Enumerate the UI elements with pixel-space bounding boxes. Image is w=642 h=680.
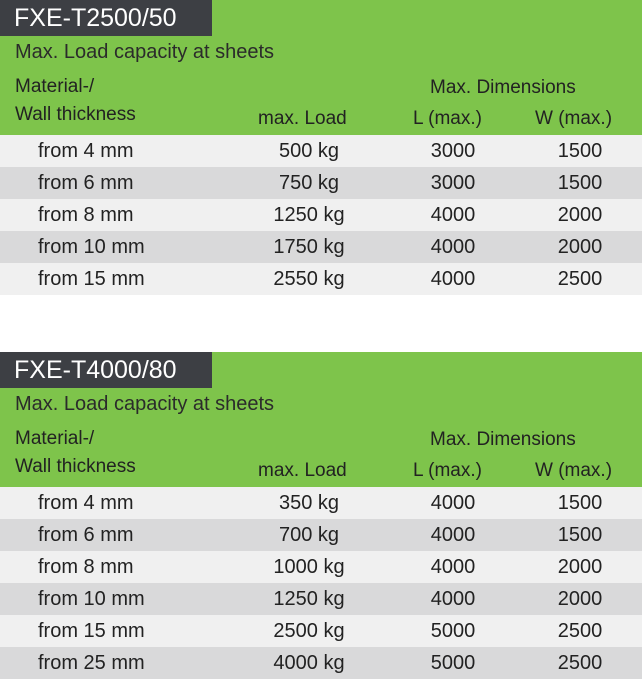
- cell-width: 2000: [557, 236, 603, 258]
- cell-load: 500 kg: [278, 140, 340, 162]
- cell-length: 4000: [430, 524, 476, 546]
- cell-material: from 6 mm: [38, 524, 134, 546]
- column-header-load: max. Load: [258, 460, 347, 481]
- material-label-line-2: Wall thickness: [15, 104, 136, 125]
- column-header-load: max. Load: [258, 108, 347, 129]
- cell-length: 4000: [430, 492, 476, 514]
- cell-material: from 15 mm: [38, 620, 145, 642]
- column-header-length: L (max.): [413, 108, 482, 129]
- cell-material: from 4 mm: [38, 140, 134, 162]
- table-row: [0, 487, 642, 519]
- cell-material: from 4 mm: [38, 492, 134, 514]
- spec-table-header: [0, 0, 642, 135]
- cell-material: from 8 mm: [38, 204, 134, 226]
- dimensions-label: Max. Dimensions: [430, 429, 576, 450]
- model-name: FXE-T4000/80: [0, 352, 212, 388]
- cell-material: from 6 mm: [38, 172, 134, 194]
- dimensions-label: Max. Dimensions: [430, 77, 576, 98]
- material-label-line-1: Material-/: [15, 76, 95, 97]
- table-row: [0, 167, 642, 199]
- table-row: [0, 135, 642, 167]
- cell-load: 350 kg: [278, 492, 340, 514]
- column-header-length: L (max.): [413, 460, 482, 481]
- spec-table-fxe-t2500-50: [0, 0, 642, 295]
- cell-width: 2000: [557, 588, 603, 610]
- cell-length: 3000: [430, 140, 476, 162]
- model-name: FXE-T2500/50: [0, 0, 212, 36]
- cell-width: 1500: [557, 140, 603, 162]
- table-row: [0, 519, 642, 551]
- cell-load: 1250 kg: [273, 204, 345, 226]
- table-row: [0, 231, 642, 263]
- cell-length: 4000: [430, 236, 476, 258]
- cell-width: 2500: [557, 652, 603, 674]
- cell-length: 5000: [430, 652, 476, 674]
- cell-width: 2000: [557, 556, 603, 578]
- cell-length: 4000: [430, 268, 476, 290]
- cell-length: 4000: [430, 204, 476, 226]
- cell-load: 4000 kg: [273, 652, 345, 674]
- cell-load: 1750 kg: [273, 236, 345, 258]
- cell-material: from 8 mm: [38, 556, 134, 578]
- spec-rows: [0, 135, 642, 295]
- cell-width: 2500: [557, 268, 603, 290]
- cell-length: 4000: [430, 556, 476, 578]
- table-row: [0, 551, 642, 583]
- cell-load: 2500 kg: [273, 620, 345, 642]
- table-row: [0, 199, 642, 231]
- cell-material: from 10 mm: [38, 236, 145, 258]
- table-subtitle: Max. Load capacity at sheets: [15, 393, 275, 415]
- table-subtitle: Max. Load capacity at sheets: [15, 41, 275, 63]
- cell-load: 1000 kg: [273, 556, 345, 578]
- cell-length: 5000: [430, 620, 476, 642]
- cell-width: 1500: [557, 172, 603, 194]
- cell-width: 2000: [557, 204, 603, 226]
- cell-material: from 25 mm: [38, 652, 145, 674]
- cell-material: from 10 mm: [38, 588, 145, 610]
- column-header-width: W (max.): [535, 460, 613, 481]
- cell-load: 2550 kg: [273, 268, 345, 290]
- table-row: [0, 583, 642, 615]
- cell-width: 2500: [557, 620, 603, 642]
- cell-material: from 15 mm: [38, 268, 145, 290]
- table-row: [0, 263, 642, 295]
- column-header-width: W (max.): [535, 108, 613, 129]
- spec-table-header: [0, 352, 642, 487]
- spec-table-fxe-t4000-80: [0, 352, 642, 679]
- cell-width: 1500: [557, 492, 603, 514]
- cell-load: 1250 kg: [273, 588, 345, 610]
- cell-load: 700 kg: [278, 524, 340, 546]
- cell-length: 4000: [430, 588, 476, 610]
- table-row: [0, 647, 642, 679]
- cell-load: 750 kg: [278, 172, 340, 194]
- table-row: [0, 615, 642, 647]
- material-label-line-2: Wall thickness: [15, 456, 136, 477]
- cell-width: 1500: [557, 524, 603, 546]
- material-label-line-1: Material-/: [15, 428, 95, 449]
- spec-rows: [0, 487, 642, 679]
- cell-length: 3000: [430, 172, 476, 194]
